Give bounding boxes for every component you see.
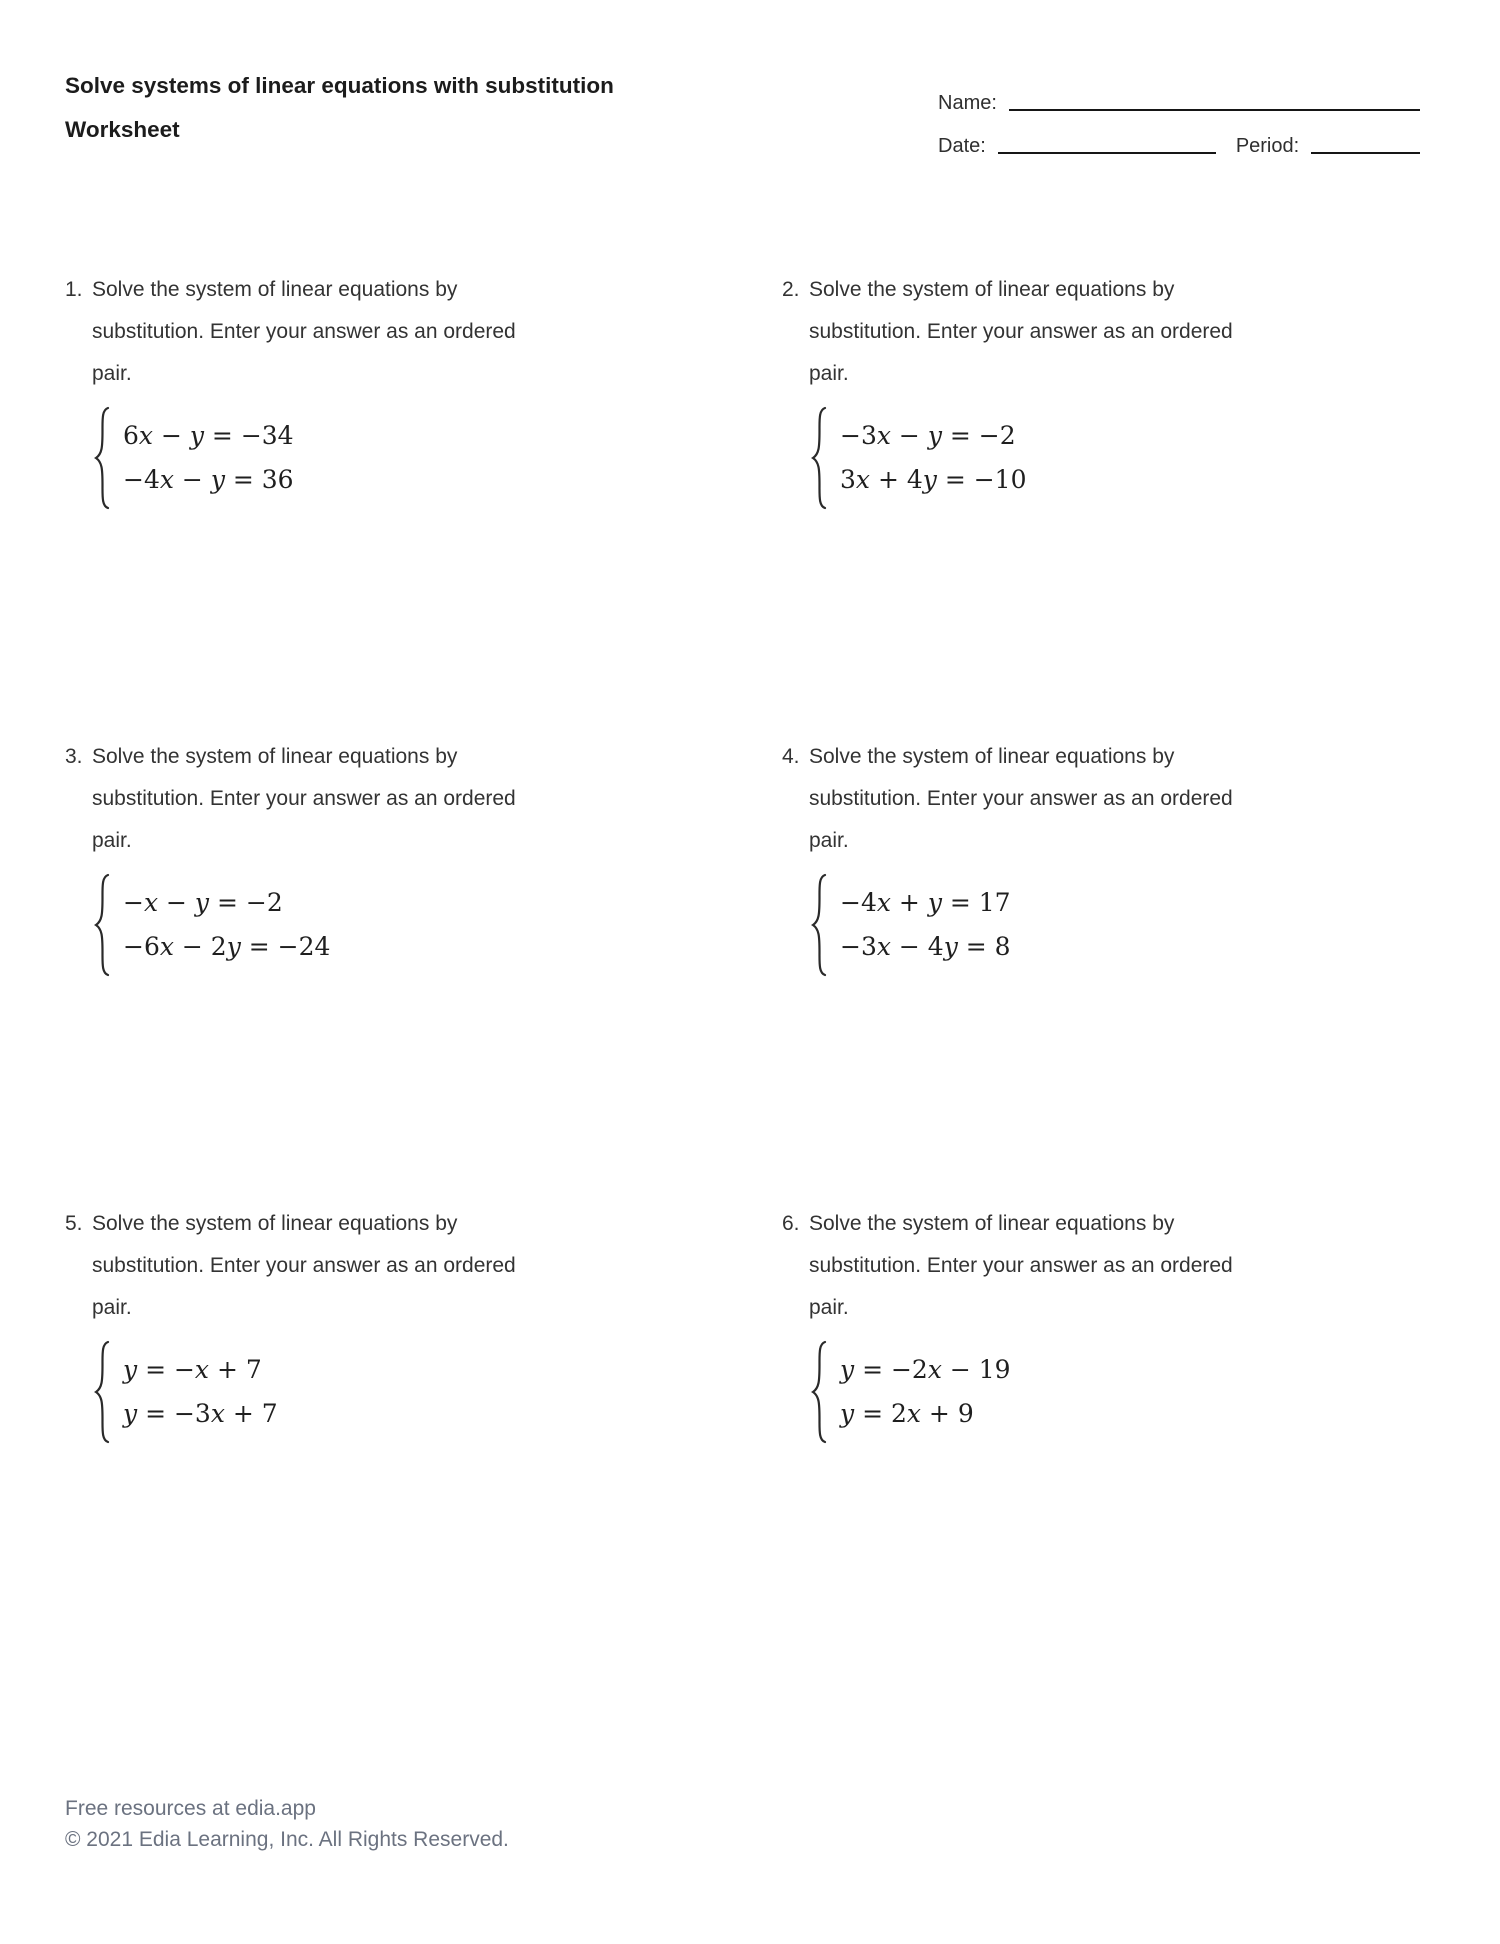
left-brace-icon (92, 1339, 110, 1445)
left-brace-icon (809, 1339, 827, 1445)
prompt-line: Solve the system of linear equations by (92, 278, 458, 301)
problem-number: 2. (782, 278, 800, 301)
left-brace-icon (92, 872, 110, 978)
period-blank-line (1311, 150, 1420, 154)
equations (123, 414, 294, 502)
left-brace-icon (809, 872, 827, 978)
problem-body (92, 736, 516, 978)
problem-1 (65, 269, 705, 736)
equation-system (809, 872, 1233, 978)
left-brace-icon (809, 405, 827, 511)
equation-line: 6x − y = −34 (123, 421, 294, 450)
problem-number: 4. (782, 745, 800, 768)
equation-system (92, 872, 516, 978)
equation-line: 3x + 4y = −10 (840, 465, 1027, 494)
page-title (65, 64, 614, 152)
problem-number: 3. (65, 745, 83, 768)
equation-system (809, 405, 1233, 511)
prompt-line: substitution. Enter your answer as an ordered (92, 320, 516, 343)
prompt-line: pair. (92, 362, 132, 385)
equations (840, 414, 1027, 502)
equation-line: −3x − 4y = 8 (840, 932, 1011, 961)
equations (123, 881, 330, 969)
prompt-line: pair. (809, 1296, 849, 1319)
equation-line: −x − y = −2 (123, 888, 283, 917)
equation-line: y = −3x + 7 (123, 1399, 278, 1428)
problem-5 (65, 1203, 705, 1670)
problem-body (809, 269, 1233, 511)
date-blank-line (998, 150, 1216, 154)
page-footer (65, 1793, 509, 1855)
prompt-line: Solve the system of linear equations by (809, 278, 1175, 301)
prompt-line: Solve the system of linear equations by (92, 745, 458, 768)
problem-2 (782, 269, 1422, 736)
problem-4 (782, 736, 1422, 1203)
left-brace-icon (92, 405, 110, 511)
equations (840, 881, 1011, 969)
name-blank-line (1009, 107, 1420, 111)
equations (840, 1348, 1011, 1436)
title-line-1: Solve systems of linear equations with substitution (65, 73, 614, 98)
prompt-line: substitution. Enter your answer as an ordered (92, 787, 516, 810)
equation-line: −6x − 2y = −24 (123, 932, 331, 961)
problem-number: 6. (782, 1212, 800, 1235)
prompt-line: Solve the system of linear equations by (809, 1212, 1175, 1235)
student-info-fields (938, 90, 1420, 159)
prompt-line: substitution. Enter your answer as an ordered (809, 787, 1233, 810)
problem-3 (65, 736, 705, 1203)
equation-line: −4x − y = 36 (123, 465, 294, 494)
problems-grid (65, 269, 1422, 1670)
equation-system (809, 1339, 1233, 1445)
equation-system (92, 1339, 516, 1445)
prompt-line: pair. (92, 1296, 132, 1319)
problem-body (92, 269, 516, 511)
equations (123, 1348, 278, 1436)
date-label: Date: (938, 135, 986, 157)
name-field-row (938, 90, 1420, 116)
title-line-2: Worksheet (65, 117, 180, 142)
prompt-line: substitution. Enter your answer as an ordered (809, 1254, 1233, 1277)
footer-resources-note: Free resources at edia.app (65, 1797, 316, 1820)
prompt-line: pair. (809, 362, 849, 385)
problem-body (809, 1203, 1233, 1445)
equation-line: y = −x + 7 (123, 1355, 262, 1384)
equation-line: −3x − y = −2 (840, 421, 1016, 450)
prompt-line: pair. (92, 829, 132, 852)
problem-number: 5. (65, 1212, 83, 1235)
footer-copyright: © 2021 Edia Learning, Inc. All Rights Reserved. (65, 1828, 509, 1851)
equation-line: −4x + y = 17 (840, 888, 1011, 917)
period-label: Period: (1235, 135, 1300, 157)
prompt-line: Solve the system of linear equations by (92, 1212, 458, 1235)
prompt-line: substitution. Enter your answer as an ordered (809, 320, 1233, 343)
name-label: Name: (938, 92, 997, 114)
equation-system (92, 405, 516, 511)
date-period-field-row (938, 133, 1420, 159)
prompt-line: substitution. Enter your answer as an ordered (92, 1254, 516, 1277)
problem-6 (782, 1203, 1422, 1670)
problem-number: 1. (65, 278, 83, 301)
equation-line: y = −2x − 19 (840, 1355, 1011, 1384)
prompt-line: Solve the system of linear equations by (809, 745, 1175, 768)
prompt-line: pair. (809, 829, 849, 852)
equation-line: y = 2x + 9 (840, 1399, 974, 1428)
problem-body (92, 1203, 516, 1445)
problem-body (809, 736, 1233, 978)
